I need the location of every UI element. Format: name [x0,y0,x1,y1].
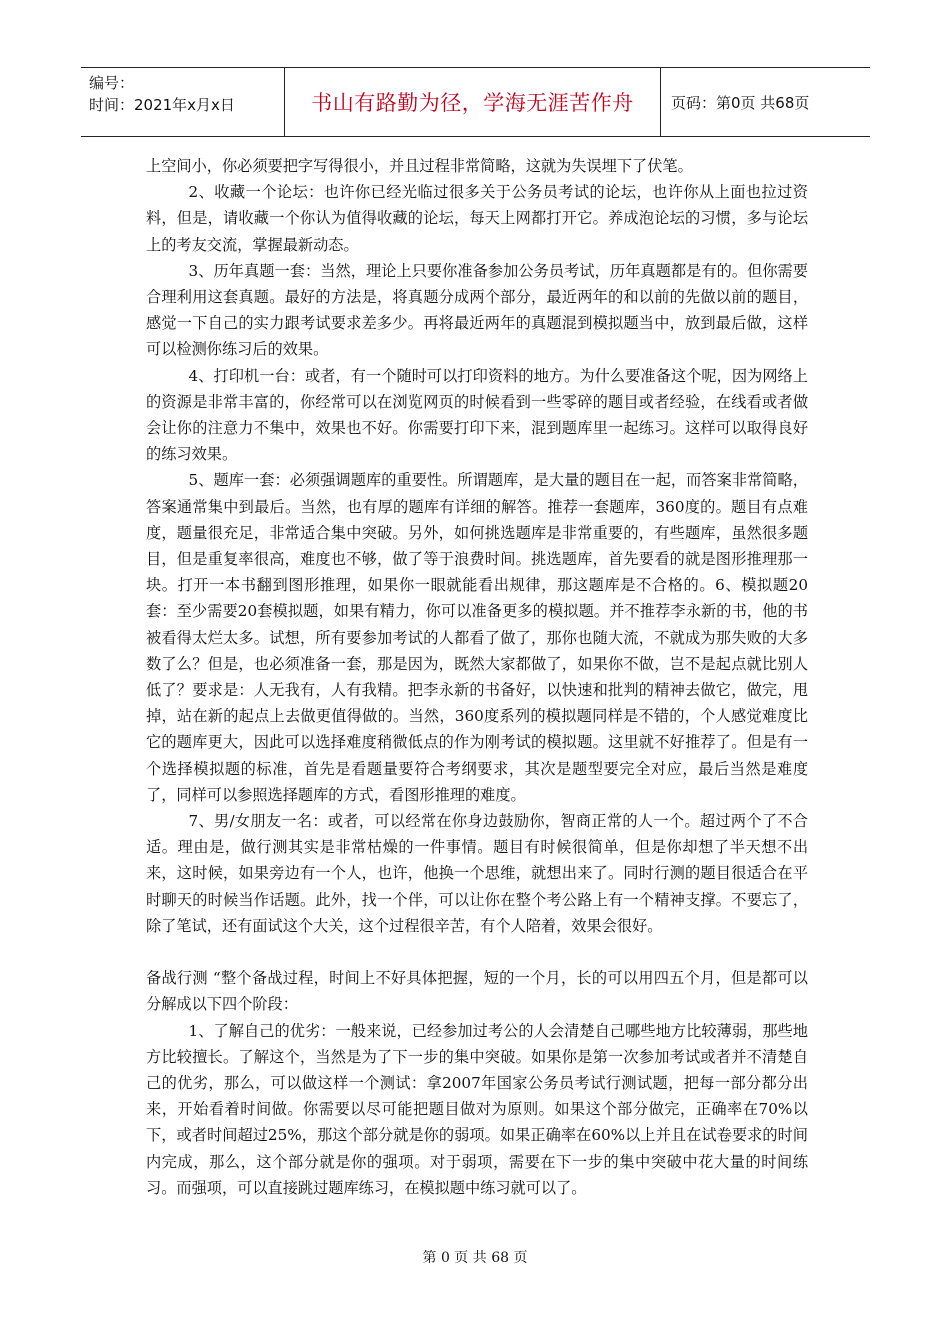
time-label: 时间：2021年x月x日 [89,96,235,114]
header-page-code: 页码：第0页 共68页 [671,93,810,112]
paragraph-continued: 上空间小，你必须要把字写得很小，并且过程非常简略，这就为失误埋下了伏笔。 [146,157,693,175]
document-body [146,153,808,1201]
paragraph-past-exams: 3、历年真题一套：当然，理论上只要你准备参加公务员考试，历年真题都是有的。但你需要合理利用这套真题。最好的方法是，将真题分成两个部分，最近两年的和以前的先做以前的题目，感觉一下自己的实力跟考试要求差多少。再将最近两年的真题混到模拟题当中，放到最后做，这样可以检测你练习后的效果。 [146,261,808,359]
page-footer: 第 0 页 共 68 页 [422,1250,528,1266]
header-motto: 书山有路勤为径，学海无涯苦作舟 [285,68,661,136]
paragraph-gap [146,939,808,965]
page-header [81,67,870,137]
number-label: 编号： [89,74,135,92]
paragraph-preparation: 备战行测 “整个备战过程，时间上不好具体把握，短的一个月，长的可以用四五个月，但是都可以分解成以下四个阶段： [146,969,808,1014]
paragraph-forum: 2、收藏一个论坛：也许你已经光临过很多关于公务员考试的论坛，也许你从上面也拉过资料，但是，请收藏一个你认为值得收藏的论坛，每天上网都打开它。养成泡论坛的习惯，多与论坛上的考友交流，掌握最新动态。 [146,183,808,254]
paragraph-question-bank: 5、题库一套：必须强调题库的重要性。所谓题库，是大量的题目在一起，而答案非常简略，答案通常集中到最后。当然，也有厚的题库有详细的解答。推荐一套题库，360度的。题目有点难度，题量很充足，非常适合集中突破。另外，如何挑选题库是非常重要的，有些题库，虽然很多题目，但是重复率很高，难度也不够，做了等于浪费时间。挑选题库，首先要看的就是图形推理那一块。打开一本书翻到图形推理，如果你一眼就能看出规律，那这题库是不合格的。6、模拟题20套：至少需要20套模拟题，如果有精力，你可以准备更多的模拟题。并不推荐李永新的书，他的书被看得太烂太多。试想，所有要参加考试的人都看了做了，那你也随大流，不就成为那失败的大多数了么？但是，也必须准备一套，那是因为，既然大家都做了，如果你不做，岂不是起点就比别人低了？要求是：人无我有，人有我精。把李永新的书备好，以快速和批判的精神去做它，做完，甩掉，站在新的起点上去做更值得做的。当然，360度系列的模拟题同样是不错的，个人感觉难度比它的题库更大，因此可以选择难度稍微低点的作为刚考试的模拟题。这里就不好推荐了。但是有一个选择模拟题的标准，首先是看题量要符合考纲要求，其次是题型要完全对应，最后当然是难度了，同样可以参照选择题库的方式，看图形推理的难度。 [146,471,808,804]
paragraph-printer: 4、打印机一台：或者，有一个随时可以打印资料的地方。为什么要准备这个呢，因为网络上的资源是非常丰富的，你经常可以在浏览网页的时候看到一些零碎的题目或者经验，在线看或者做会让你的注意力不集中，效果也不好。你需要打印下来，混到题库里一起练习。这样可以取得良好的练习效果。 [146,366,808,464]
header-meta [81,68,285,136]
paragraph-partner: 7、男/女朋友一名：或者，可以经常在你身边鼓励你，智商正常的人一个。超过两个了不合适。理由是，做行测其实是非常枯燥的一件事情。题目有时候很简单，但是你却想了半天想不出来，这时候，如果旁边有一个人，也许，他换一个思维，就想出来了。同时行测的题目很适合在平时聊天的时候当作话题。此外，找一个伴，可以让你在整个考公路上有一个精神支撑。不要忘了，除了笔试，还有面试这个大关，这个过程很辛苦，有个人陪着，效果会很好。 [146,812,808,935]
paragraph-self-assessment: 1、了解自己的优劣：一般来说，已经参加过考公的人会清楚自己哪些地方比较薄弱，那些地方比较擅长。了解这个，当然是为了下一步的集中突破。如果你是第一次参加考试或者并不清楚自己的优劣，那么，可以做这样一个测试：拿2007年国家公务员考试行测试题，把每一部分都分出来，开始看着时间做。你需要以尽可能把题目做对为原则。如果这个部分做完，正确率在70%以下，或者时间超过25%，那这个部分就是你的弱项。如果正确率在60%以上并且在试卷要求的时间内完成，那么，这个部分就是你的强项。对于弱项，需要在下一步的集中突破中花大量的时间练习。而强项，可以直接跳过题库练习，在模拟题中练习就可以了。 [146,1021,808,1197]
